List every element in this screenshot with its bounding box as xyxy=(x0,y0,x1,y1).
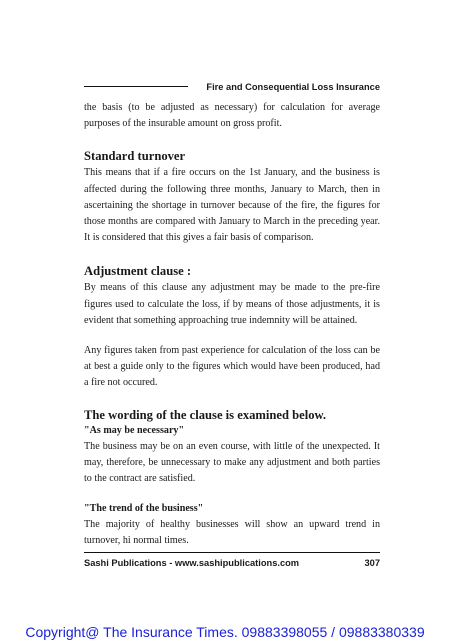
footer-publisher: Sashi Publications - www.sashipublications.com xyxy=(84,558,300,568)
paragraph-adjustment-clause-2: Any figures taken from past experience for calculation of the loss can be at best a guide only to the figures which would have been produced, had a fire not occured. xyxy=(84,345,380,389)
running-header xyxy=(84,79,380,95)
subheading-trend-of-business: "The trend of the business" xyxy=(84,503,204,515)
copyright-notice: Copyright@ The Insurance Times. 09883398055 / 09883380339 xyxy=(25,624,425,640)
heading-standard-turnover: Standard turnover xyxy=(84,149,186,164)
header-rule xyxy=(84,86,188,87)
paragraph-trend-of-business: The majority of healthy businesses will show an upward trend in turnover, hi normal times. xyxy=(84,519,380,547)
page-body xyxy=(84,100,380,550)
heading-adjustment-clause: Adjustment clause : xyxy=(84,264,192,279)
intro-paragraph: the basis (to be adjusted as necessary) for calculation for average purposes of the insurable amount on gross profit. xyxy=(84,102,380,130)
header-title: Fire and Consequential Loss Insurance xyxy=(206,82,380,92)
heading-clause-wording: The wording of the clause is examined below. xyxy=(84,407,327,422)
paragraph-as-may-be-necessary: The business may be on an even course, with little of the unexpected. It may, therefore, be unnecessary to make any adjustment and both parties to the contract are satisfied. xyxy=(84,440,380,485)
page-number: 307 xyxy=(364,558,380,568)
subheading-as-may-be-necessary: "As may be necessary" xyxy=(84,424,185,436)
paragraph-adjustment-clause-1: By means of this clause any adjustment may be made to the pre-fire figures used to calculate the loss, if by means of those adjustments, it is evident that something approaching true indemnity will be attained. xyxy=(84,282,380,326)
footer-rule xyxy=(84,552,380,553)
page-footer xyxy=(84,552,380,568)
paragraph-standard-turnover: This means that if a fire occurs on the 1st January, and the business is affected during the following three months, January to March, then in ascertaining the shortage in turnover because of the fire, the figures for those months are compared with January to March in the preceding year. It is considered that this gives a fair basis of comparison. xyxy=(84,167,380,244)
